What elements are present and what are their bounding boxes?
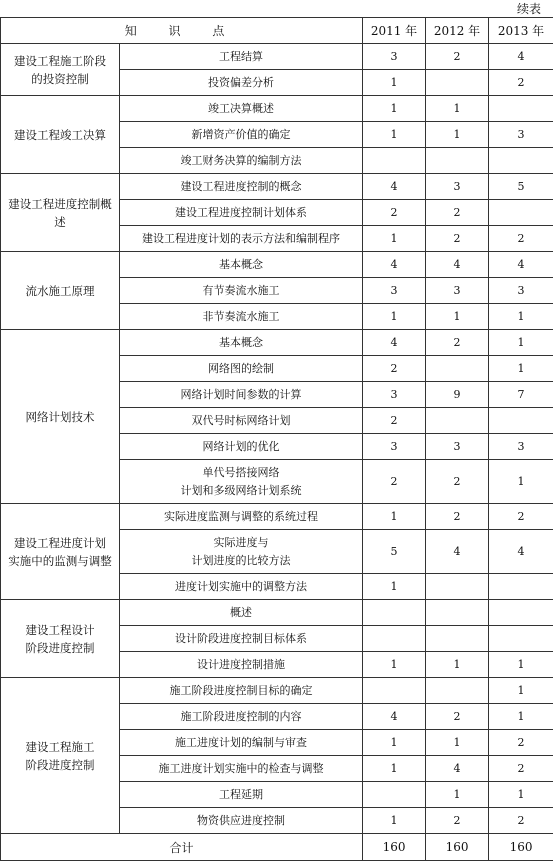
year-2011-count: 3 <box>363 434 426 460</box>
year-2013-count: 4 <box>489 530 553 574</box>
year-2011-count <box>363 626 426 652</box>
category-cell: 流水施工原理 <box>1 252 120 330</box>
year-2012-count: 3 <box>426 174 489 200</box>
year-2013-count <box>489 96 553 122</box>
knowledge-item-cell: 建设工程进度控制计划体系 <box>120 200 363 226</box>
year-2012-count: 2 <box>426 44 489 70</box>
year-2011-count: 3 <box>363 382 426 408</box>
knowledge-item-cell: 单代号搭接网络 计划和多级网络计划系统 <box>120 460 363 504</box>
year-2012-count: 4 <box>426 756 489 782</box>
knowledge-item-cell: 物资供应进度控制 <box>120 808 363 834</box>
year-2012-count: 1 <box>426 730 489 756</box>
knowledge-points-table <box>0 17 553 861</box>
knowledge-item-cell: 有节奏流水施工 <box>120 278 363 304</box>
year-2011-count: 1 <box>363 756 426 782</box>
year-2011-count <box>363 678 426 704</box>
knowledge-item-cell: 建设工程进度控制的概念 <box>120 174 363 200</box>
year-2011-count: 1 <box>363 70 426 96</box>
year-2012-count: 4 <box>426 252 489 278</box>
header-year-2012: 2012 年 <box>426 18 489 44</box>
year-2011-count: 4 <box>363 330 426 356</box>
year-2011-count: 1 <box>363 730 426 756</box>
year-2012-count <box>426 678 489 704</box>
year-2013-count: 2 <box>489 730 553 756</box>
knowledge-item-cell: 施工阶段进度控制目标的确定 <box>120 678 363 704</box>
total-2011: 160 <box>363 834 426 861</box>
header-year-2013: 2013 年 <box>489 18 553 44</box>
knowledge-item-cell: 投资偏差分析 <box>120 70 363 96</box>
category-cell: 建设工程进度控制概述 <box>1 174 120 252</box>
year-2013-count: 5 <box>489 174 553 200</box>
knowledge-item-cell: 工程结算 <box>120 44 363 70</box>
year-2012-count: 1 <box>426 122 489 148</box>
year-2011-count: 4 <box>363 704 426 730</box>
year-2011-count: 1 <box>363 652 426 678</box>
knowledge-item-cell: 新增资产价值的确定 <box>120 122 363 148</box>
category-cell: 建设工程施工阶段 的投资控制 <box>1 44 120 96</box>
header-year-2011: 2011 年 <box>363 18 426 44</box>
category-cell: 建设工程进度计划 实施中的监测与调整 <box>1 504 120 600</box>
year-2013-count: 2 <box>489 504 553 530</box>
year-2012-count: 1 <box>426 96 489 122</box>
year-2011-count: 3 <box>363 44 426 70</box>
year-2013-count: 1 <box>489 704 553 730</box>
year-2012-count <box>426 626 489 652</box>
year-2011-count <box>363 600 426 626</box>
knowledge-item-cell: 概述 <box>120 600 363 626</box>
year-2012-count <box>426 600 489 626</box>
year-2011-count <box>363 782 426 808</box>
year-2011-count: 1 <box>363 122 426 148</box>
knowledge-item-cell: 双代号时标网络计划 <box>120 408 363 434</box>
year-2013-count: 1 <box>489 652 553 678</box>
category-cell: 网络计划技术 <box>1 330 120 504</box>
year-2012-count: 2 <box>426 704 489 730</box>
year-2012-count: 2 <box>426 200 489 226</box>
total-2013: 160 <box>489 834 553 861</box>
year-2013-count: 1 <box>489 460 553 504</box>
year-2013-count: 3 <box>489 278 553 304</box>
year-2011-count: 5 <box>363 530 426 574</box>
table-row <box>1 600 553 626</box>
year-2012-count: 4 <box>426 530 489 574</box>
year-2013-count <box>489 200 553 226</box>
year-2013-count: 2 <box>489 756 553 782</box>
year-2013-count: 3 <box>489 122 553 148</box>
knowledge-item-cell: 网络计划时间参数的计算 <box>120 382 363 408</box>
year-2011-count <box>363 148 426 174</box>
year-2011-count: 1 <box>363 808 426 834</box>
year-2012-count: 2 <box>426 808 489 834</box>
year-2013-count: 4 <box>489 44 553 70</box>
year-2012-count: 2 <box>426 504 489 530</box>
knowledge-item-cell: 实际进度与 计划进度的比较方法 <box>120 530 363 574</box>
year-2013-count: 2 <box>489 70 553 96</box>
year-2012-count <box>426 148 489 174</box>
knowledge-item-cell: 竣工财务决算的编制方法 <box>120 148 363 174</box>
year-2012-count <box>426 574 489 600</box>
year-2012-count <box>426 356 489 382</box>
year-2011-count: 1 <box>363 304 426 330</box>
knowledge-item-cell: 基本概念 <box>120 330 363 356</box>
year-2011-count: 1 <box>363 504 426 530</box>
category-cell: 建设工程竣工决算 <box>1 96 120 174</box>
year-2013-count: 7 <box>489 382 553 408</box>
year-2011-count: 2 <box>363 356 426 382</box>
year-2013-count: 2 <box>489 226 553 252</box>
year-2011-count: 1 <box>363 226 426 252</box>
year-2011-count: 2 <box>363 408 426 434</box>
table-row <box>1 252 553 278</box>
knowledge-item-cell: 施工阶段进度控制的内容 <box>120 704 363 730</box>
year-2013-count: 1 <box>489 330 553 356</box>
year-2011-count: 1 <box>363 96 426 122</box>
year-2013-count: 1 <box>489 678 553 704</box>
year-2013-count: 1 <box>489 356 553 382</box>
year-2011-count: 4 <box>363 174 426 200</box>
table-row <box>1 174 553 200</box>
year-2012-count: 2 <box>426 226 489 252</box>
header-knowledge: 知 识 点 <box>1 18 363 44</box>
table-header-row <box>1 18 553 44</box>
table-row <box>1 504 553 530</box>
year-2012-count: 3 <box>426 278 489 304</box>
knowledge-item-cell: 实际进度监测与调整的系统过程 <box>120 504 363 530</box>
year-2013-count: 2 <box>489 808 553 834</box>
year-2012-count: 1 <box>426 652 489 678</box>
year-2013-count <box>489 626 553 652</box>
knowledge-item-cell: 设计阶段进度控制目标体系 <box>120 626 363 652</box>
total-2012: 160 <box>426 834 489 861</box>
year-2012-count: 1 <box>426 304 489 330</box>
knowledge-item-cell: 施工进度计划实施中的检查与调整 <box>120 756 363 782</box>
knowledge-item-cell: 工程延期 <box>120 782 363 808</box>
year-2012-count: 2 <box>426 330 489 356</box>
year-2012-count <box>426 408 489 434</box>
year-2011-count: 3 <box>363 278 426 304</box>
knowledge-item-cell: 非节奏流水施工 <box>120 304 363 330</box>
knowledge-item-cell: 竣工决算概述 <box>120 96 363 122</box>
year-2013-count <box>489 600 553 626</box>
year-2012-count: 1 <box>426 782 489 808</box>
year-2013-count <box>489 148 553 174</box>
table-row <box>1 44 553 70</box>
knowledge-item-cell: 建设工程进度计划的表示方法和编制程序 <box>120 226 363 252</box>
year-2012-count: 3 <box>426 434 489 460</box>
knowledge-item-cell: 施工进度计划的编制与审查 <box>120 730 363 756</box>
year-2013-count: 3 <box>489 434 553 460</box>
year-2013-count: 4 <box>489 252 553 278</box>
table-caption: 续表 <box>517 2 541 16</box>
total-label: 合计 <box>1 834 363 861</box>
year-2012-count: 2 <box>426 460 489 504</box>
year-2013-count: 1 <box>489 304 553 330</box>
knowledge-item-cell: 网络计划的优化 <box>120 434 363 460</box>
year-2013-count: 1 <box>489 782 553 808</box>
year-2011-count: 2 <box>363 460 426 504</box>
knowledge-item-cell: 进度计划实施中的调整方法 <box>120 574 363 600</box>
year-2011-count: 1 <box>363 574 426 600</box>
table-row <box>1 678 553 704</box>
knowledge-item-cell: 基本概念 <box>120 252 363 278</box>
year-2011-count: 2 <box>363 200 426 226</box>
year-2012-count <box>426 70 489 96</box>
table-row <box>1 96 553 122</box>
year-2013-count <box>489 574 553 600</box>
total-row <box>1 834 553 861</box>
category-cell: 建设工程施工 阶段进度控制 <box>1 678 120 834</box>
year-2011-count: 4 <box>363 252 426 278</box>
category-cell: 建设工程设计 阶段进度控制 <box>1 600 120 678</box>
year-2012-count: 9 <box>426 382 489 408</box>
knowledge-item-cell: 网络图的绘制 <box>120 356 363 382</box>
table-row <box>1 330 553 356</box>
knowledge-item-cell: 设计进度控制措施 <box>120 652 363 678</box>
year-2013-count <box>489 408 553 434</box>
